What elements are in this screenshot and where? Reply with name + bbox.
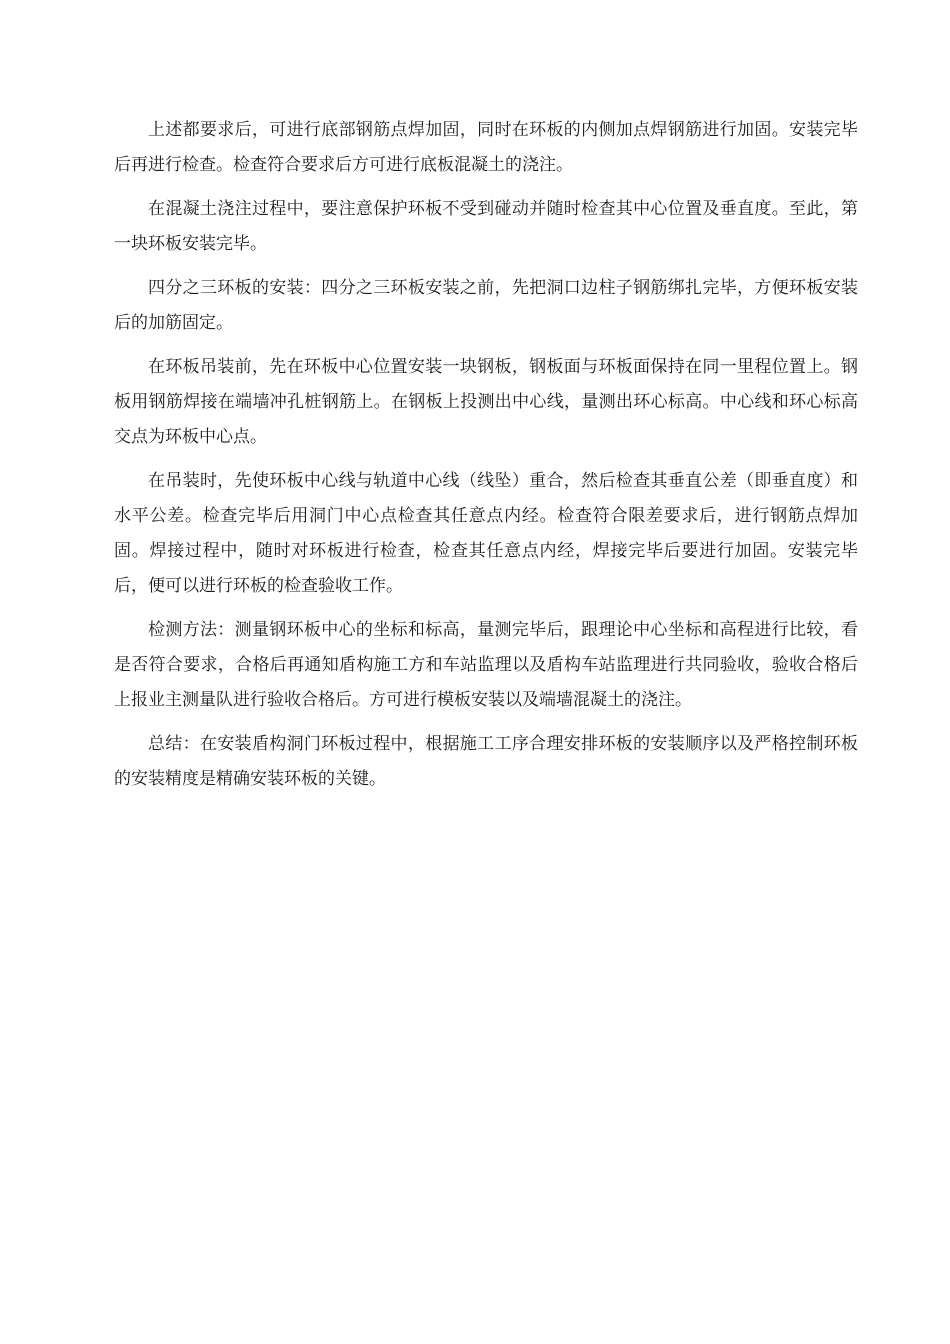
- paragraph-inspection-method: 检测方法：测量钢环板中心的坐标和标高，量测完毕后，跟理论中心坐标和高程进行比较，看是否符合要求，合格后再通知盾构施工方和车站监理以及盾构车站监理进行共同验收，验收合格后上报业主测量队进行验收合格后。方可进行模板安装以及端墙混凝土的浇注。: [114, 620, 858, 710]
- paragraph-before-hoisting: 在环板吊装前，先在环板中心位置安装一块钢板，钢板面与环板面保持在同一里程位置上。钢板用钢筋焊接在端墙冲孔桩钢筋上。在钢板上投测出中心线，量测出环心标高。中心线和环心标高交点为环板中心点。: [114, 357, 858, 447]
- paragraph-summary: 总结：在安装盾构洞门环板过程中，根据施工工序合理安排环板的安装顺序以及严格控制环板的安装精度是精确安装环板的关键。: [114, 734, 858, 789]
- document-body: [114, 113, 858, 806]
- paragraph-hoisting: 在吊装时，先使环板中心线与轨道中心线（线坠）重合，然后检查其垂直公差（即垂直度）和水平公差。检查完毕后用洞门中心点检查其任意点内经。检查符合限差要求后，进行钢筋点焊加固。焊接过程中，随时对环板进行检查，检查其任意点内经，焊接完毕后要进行加固。安装完毕后，便可以进行环板的检查验收工作。: [114, 471, 858, 596]
- paragraph-concrete-pouring: 在混凝土浇注过程中，要注意保护环板不受到碰动并随时检查其中心位置及垂直度。至此，第一块环板安装完毕。: [114, 199, 858, 254]
- paragraph-three-quarter-ring: 四分之三环板的安装：四分之三环板安装之前，先把洞口边柱子钢筋绑扎完毕，方便环板安装后的加筋固定。: [114, 278, 858, 333]
- paragraph-reinforcement: 上述都要求后，可进行底部钢筋点焊加固，同时在环板的内侧加点焊钢筋进行加固。安装完毕后再进行检查。检查符合要求后方可进行底板混凝土的浇注。: [114, 120, 858, 175]
